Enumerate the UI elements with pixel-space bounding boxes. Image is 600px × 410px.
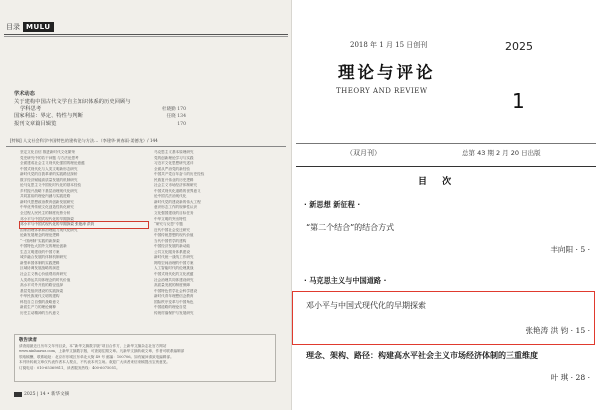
abstract-row[interactable]: 全面建成社会主义现代化强国的理论意蕴 (20, 161, 85, 166)
abstract-row[interactable]: 新时代青年理想信念教育 (154, 294, 194, 299)
notice-title: 敬告读者 (19, 338, 37, 343)
abstract-row[interactable]: 坚定文化自信 推进新时代文化繁荣 (20, 150, 76, 154)
abstract-row[interactable]: 邓小平与中国式现代化的早期探索 (20, 216, 74, 221)
abstract-row[interactable]: 中国共产党百年奋斗的历史经验 (154, 172, 205, 177)
abstract-row[interactable]: 中国式现代化道路的世界意义 (154, 188, 201, 193)
abstract-row[interactable]: 意识形态工作的规律性认识 (154, 205, 198, 210)
abstract-row[interactable]: 新时代思想政治教育创新发展研究 (20, 199, 74, 204)
issue-number: 1 (512, 89, 525, 113)
academic-dynamics-section (14, 90, 186, 128)
abstract-row[interactable]: 新型举国体制的实践逻辑 (20, 260, 60, 265)
masthead-rule (296, 143, 596, 144)
toc-article-author: 丰向阳 · 5 · (550, 245, 590, 254)
notice-line: 订阅电话：010-65369811，读者服务热线：400-6075051。 (19, 365, 120, 370)
total-issue-info: 总第 43 期 2 月 20 日出版 (462, 149, 541, 157)
abstract-row[interactable]: 中国经济发展的新动能 (154, 244, 190, 249)
abstract-row[interactable]: 近代中国社会变迁研究 (154, 227, 190, 232)
right-page-contents (292, 0, 600, 410)
abstract-row[interactable]: 中国传统思想的现代价值 (154, 233, 194, 238)
abstract-row[interactable]: “研究与反思”专题 (154, 222, 183, 227)
abstract-row[interactable]: 中国式现代化与人类文明新形态研究 (20, 166, 78, 171)
abstract-row[interactable]: 生态文明建设的中国方案 (20, 249, 60, 254)
reader-notice-box (14, 334, 276, 382)
abstract-row[interactable]: 党的创新理论学习与实践 (154, 155, 194, 160)
abstract-row[interactable]: 全面从严治党的新经验 (154, 166, 190, 171)
issue-year: 2025 (505, 40, 533, 53)
abstract-column-left (20, 150, 148, 316)
abstract-row[interactable]: 数字经济赋能高质量发展的机制研究 (20, 177, 78, 182)
abstract-row[interactable]: 共同富裕的理论内涵与实践进路 (20, 194, 71, 199)
highlighted-abstract-row[interactable]: 邓小平与中国式现代化的早期探索 张艳涛 洪钧 (20, 222, 148, 228)
catalogue-label-en: MULU (23, 22, 54, 32)
abstract-row[interactable]: 社会主义市场经济体制研究 (154, 183, 198, 188)
notice-line: 请查阅最近日历年文年刊目录，本“新华文摘数字版”项目合作方，上新华文摘杂志社官方网站 (19, 344, 167, 348)
header-rule (4, 34, 288, 35)
abstract-row[interactable]: 高质量发展的制度保障 (154, 283, 190, 288)
magazine-title-en: THEORY AND REVIEW (336, 87, 428, 95)
catalogue-entry[interactable]: 国家利益：界定、特性与判断 任晓 134 (14, 113, 186, 120)
abstract-row[interactable]: 区域协调发展战略的演进 (20, 266, 60, 271)
abstract-row[interactable]: 论中国式法治现代化 (154, 194, 187, 199)
abstract-row[interactable]: 论新发展理念的理论逻辑 (20, 233, 60, 238)
abstract-row[interactable]: 城乡融合发展的体制机制研究 (20, 255, 67, 260)
abstract-row[interactable]: 中华文明的突出特性 (154, 216, 187, 221)
abstract-row[interactable]: 基层党组织建设的实践探索 (20, 288, 64, 293)
toc-section-title: · 马克思主义与中国道路 · (304, 276, 387, 285)
abstract-row[interactable]: 人工智能时代的伦理挑战 (154, 266, 194, 271)
founded-date: 2018 年 1 月 15 日创刊 (350, 41, 428, 49)
abstract-row[interactable]: 高水平对外开放的路径选择 (20, 283, 64, 288)
abstract-row[interactable]: 新时代统一战线工作研究 (154, 255, 194, 260)
header-rule-secondary (4, 36, 288, 37)
catalogue-entry[interactable]: 关于建构中国古代文学自主知识体系的历史回顾与 (14, 99, 131, 105)
abstract-row[interactable]: 公共文化服务体系建设 (154, 249, 190, 254)
toc-article-author: 叶 琪 · 28 · (550, 373, 590, 382)
frequency-label: （双月刊） (346, 149, 381, 157)
abstract-row[interactable]: 马克思主义基本原理研究 (154, 150, 194, 154)
abstract-row[interactable]: 当代中国哲学的建构 (154, 238, 187, 243)
section-title: 学术动态 (14, 91, 35, 97)
abstract-row[interactable]: 中国特色大国外交的理论创新 (20, 244, 67, 249)
notice-line: www.xinhuawz.com，上新华文摘数字版，可查阅往期文章。凡新华文摘转载文章，作者可联系编辑部 (19, 349, 185, 354)
toc-section-title: · 新思想 新征程 · (304, 200, 361, 209)
toc-article-title[interactable]: 邓小平与中国式现代化的早期探索 (306, 301, 426, 310)
abstract-row[interactable]: 新质生产力的理论阐释 (20, 305, 56, 310)
page-marker-icon (14, 392, 22, 397)
abstract-row[interactable]: 传统村落保护与发展研究 (154, 310, 194, 315)
left-page-catalogue (0, 0, 292, 410)
catalogue-entry[interactable]: 报刊文章篇目辑览 170 (14, 120, 186, 127)
abstract-row[interactable]: 论马克思主义中国化时代化的基本经验 (20, 183, 82, 188)
abstract-row[interactable]: 历史主动精神的当代意义 (20, 310, 60, 315)
toc-article-title[interactable]: 理念、架构、路径：构建高水平社会主义市场经济体制的三重维度 (306, 350, 538, 360)
toc-article-author: 张艳涛 洪 钧 · 15 · (525, 326, 590, 335)
abstract-row[interactable]: 人类命运共同体理念的时代价值 (20, 277, 71, 282)
abstract-row[interactable]: 中国特色哲学社会科学建设 (154, 288, 198, 293)
toc-heading: 目 次 (418, 177, 458, 187)
divider (6, 146, 286, 147)
notice-line: 本刊所转载文章仅代表作者本人观点，不代表本刊立场。欢迎广大读者来信来稿提出宝贵意见。 (19, 360, 170, 365)
abstract-row[interactable]: 新时代党的建设新的伟大工程 (154, 199, 201, 204)
catalogue-entry[interactable]: 学科思考 杜晓勤 170 (20, 106, 186, 113)
abstract-row[interactable]: 网络空间治理的中国方案 (154, 260, 194, 265)
abstract-row[interactable]: 中国式现代化的文化底蕴 (154, 272, 194, 277)
abstract-row[interactable]: 乡村振兴战略下基层治理现代化研究 (20, 188, 78, 193)
abstract-row[interactable]: 习近平文化思想研究述评 (154, 161, 194, 166)
abstract-row[interactable]: 新时代党的自我革命的实践路径探析 (20, 172, 78, 177)
abstract-row[interactable]: 国际秩序变革与中国角色 (154, 299, 194, 304)
abstract-row[interactable]: “一国两制”实践的新探索 (20, 238, 60, 243)
abstract-row[interactable]: 中国道路的理论自觉 (154, 305, 187, 310)
abstract-column-right (154, 150, 282, 316)
abstract-row[interactable]: 中华民族现代文明的建构 (20, 294, 60, 299)
abstract-row[interactable]: 社会治理共同体建设研究 (154, 277, 194, 282)
abstract-row[interactable]: 社会主义核心价值观培育研究 (20, 272, 67, 277)
footer-text: 2025 | 14 • 新华文摘 (24, 392, 70, 397)
catalogue-label-cn: 目录 (6, 23, 20, 31)
magazine-title-cn: 理论与评论 (338, 63, 436, 82)
catalogue-header (6, 22, 54, 32)
abstract-row[interactable]: 中华优秀传统文化创造性转化研究 (20, 205, 74, 210)
abstract-row[interactable]: 民族复兴伟业的历史逻辑 (154, 177, 194, 182)
abstract-row[interactable]: 全过程人民民主的制度优势分析 (20, 211, 71, 216)
toc-rule (296, 166, 596, 167)
highlight-box (292, 291, 595, 345)
abstract-row[interactable]: 国家治理体系和治理能力现代化研究 (20, 227, 78, 232)
special-feature-line: [特稿] 人文社会科学中国特色的建构论与方法…（李建华·黄春雨·姜德龙）/ 144 (10, 138, 158, 143)
abstract-row[interactable]: 文化强国建设的目标任务 (154, 211, 194, 216)
abstract-row[interactable]: 党史研究中的若干问题 与方法论思考 (20, 155, 79, 160)
toc-article-title[interactable]: “第二个结合”的结合方式 (306, 223, 395, 232)
page-footer (14, 391, 69, 397)
abstract-row[interactable]: 科技自立自强的战略意义 (20, 299, 60, 304)
notice-line: 领取稿酬，联系地址：北京市东城区东单北大街 49 号 邮编：100706。如有疑问请致电编辑部。 (19, 354, 174, 359)
